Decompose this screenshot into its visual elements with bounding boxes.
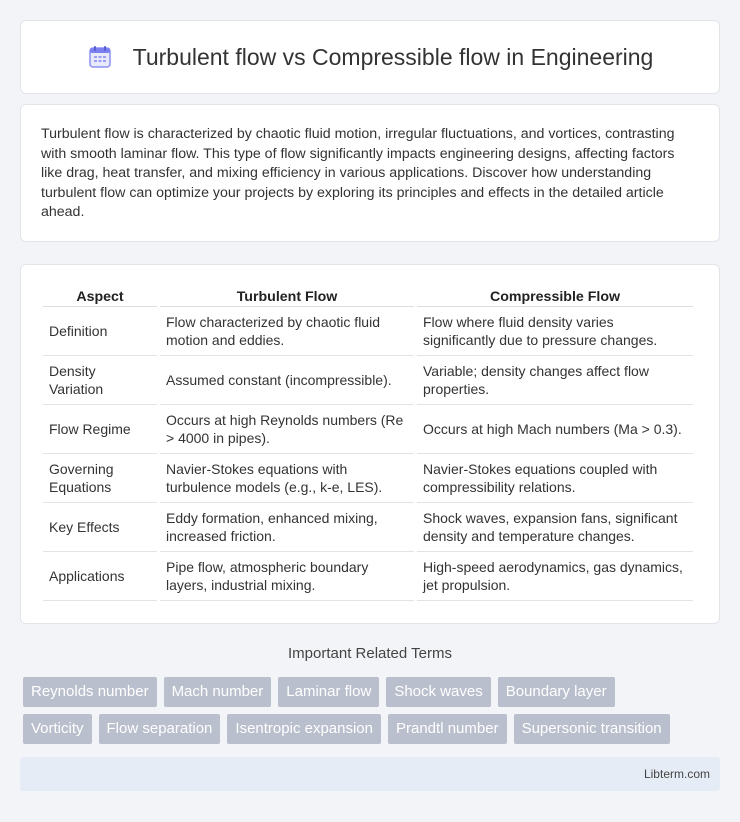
related-term-tag[interactable]: Isentropic expansion <box>227 714 381 744</box>
table-cell: Variable; density changes affect flow properties. <box>417 356 693 405</box>
table-cell: Eddy formation, enhanced mixing, increased friction. <box>160 503 414 552</box>
column-header: Aspect <box>43 287 157 307</box>
footer <box>20 757 720 791</box>
table-row <box>43 356 693 405</box>
table-cell: Navier-Stokes equations coupled with compressibility relations. <box>417 454 693 503</box>
footer-site-link[interactable]: Libterm.com <box>643 767 710 781</box>
related-term-tag[interactable]: Mach number <box>164 677 272 707</box>
column-header: Turbulent Flow <box>160 287 414 307</box>
related-term-tag[interactable]: Flow separation <box>99 714 221 744</box>
table-cell: Applications <box>43 552 157 601</box>
table-cell: Flow where fluid density varies significantly due to pressure changes. <box>417 307 693 356</box>
table-cell: Key Effects <box>43 503 157 552</box>
calendar-icon <box>87 44 113 70</box>
related-term-tag[interactable]: Vorticity <box>23 714 92 744</box>
tag-row <box>23 714 723 744</box>
related-term-tag[interactable]: Prandtl number <box>388 714 507 744</box>
table-row <box>43 552 693 601</box>
comparison-table-card <box>20 264 720 624</box>
table-row <box>43 405 693 454</box>
header-card <box>20 20 720 94</box>
related-terms <box>23 677 723 751</box>
related-term-tag[interactable]: Reynolds number <box>23 677 157 707</box>
tag-row <box>23 677 723 707</box>
table-cell: Navier-Stokes equations with turbulence models (e.g., k-e, LES). <box>160 454 414 503</box>
intro-card <box>20 104 720 242</box>
table-cell: Shock waves, expansion fans, significant density and temperature changes. <box>417 503 693 552</box>
table-cell: High-speed aerodynamics, gas dynamics, jet propulsion. <box>417 552 693 601</box>
table-header-row <box>43 287 693 307</box>
table-cell: Definition <box>43 307 157 356</box>
page-title: Turbulent flow vs Compressible flow in Engineering <box>132 43 654 70</box>
comparison-table <box>40 287 696 601</box>
table-cell: Density Variation <box>43 356 157 405</box>
table-row <box>43 307 693 356</box>
related-term-tag[interactable]: Laminar flow <box>278 677 379 707</box>
table-cell: Occurs at high Reynolds numbers (Re > 4000 in pipes). <box>160 405 414 454</box>
table-row <box>43 454 693 503</box>
table-cell: Flow Regime <box>43 405 157 454</box>
table-cell: Occurs at high Mach numbers (Ma > 0.3). <box>417 405 693 454</box>
column-header: Compressible Flow <box>417 287 693 307</box>
related-term-tag[interactable]: Supersonic transition <box>514 714 670 744</box>
intro-text: Turbulent flow is characterized by chaotic fluid motion, irregular fluctuations, and vortices, contrasting with smooth laminar flow. This type of flow significantly impacts engineering designs, affecting factors like drag, heat transfer, and mixing efficiency in various applications. Discover how understanding turbulent flow can optimize your projects by exploring its principles and effects in the detailed article ahead. <box>41 126 675 221</box>
table-cell: Flow characterized by chaotic fluid motion and eddies. <box>160 307 414 356</box>
table-cell: Assumed constant (incompressible). <box>160 356 414 405</box>
table-cell: Governing Equations <box>43 454 157 503</box>
table-cell: Pipe flow, atmospheric boundary layers, industrial mixing. <box>160 552 414 601</box>
related-term-tag[interactable]: Shock waves <box>386 677 490 707</box>
related-term-tag[interactable]: Boundary layer <box>498 677 615 707</box>
related-terms-title: Important Related Terms <box>288 645 452 662</box>
table-row <box>43 503 693 552</box>
